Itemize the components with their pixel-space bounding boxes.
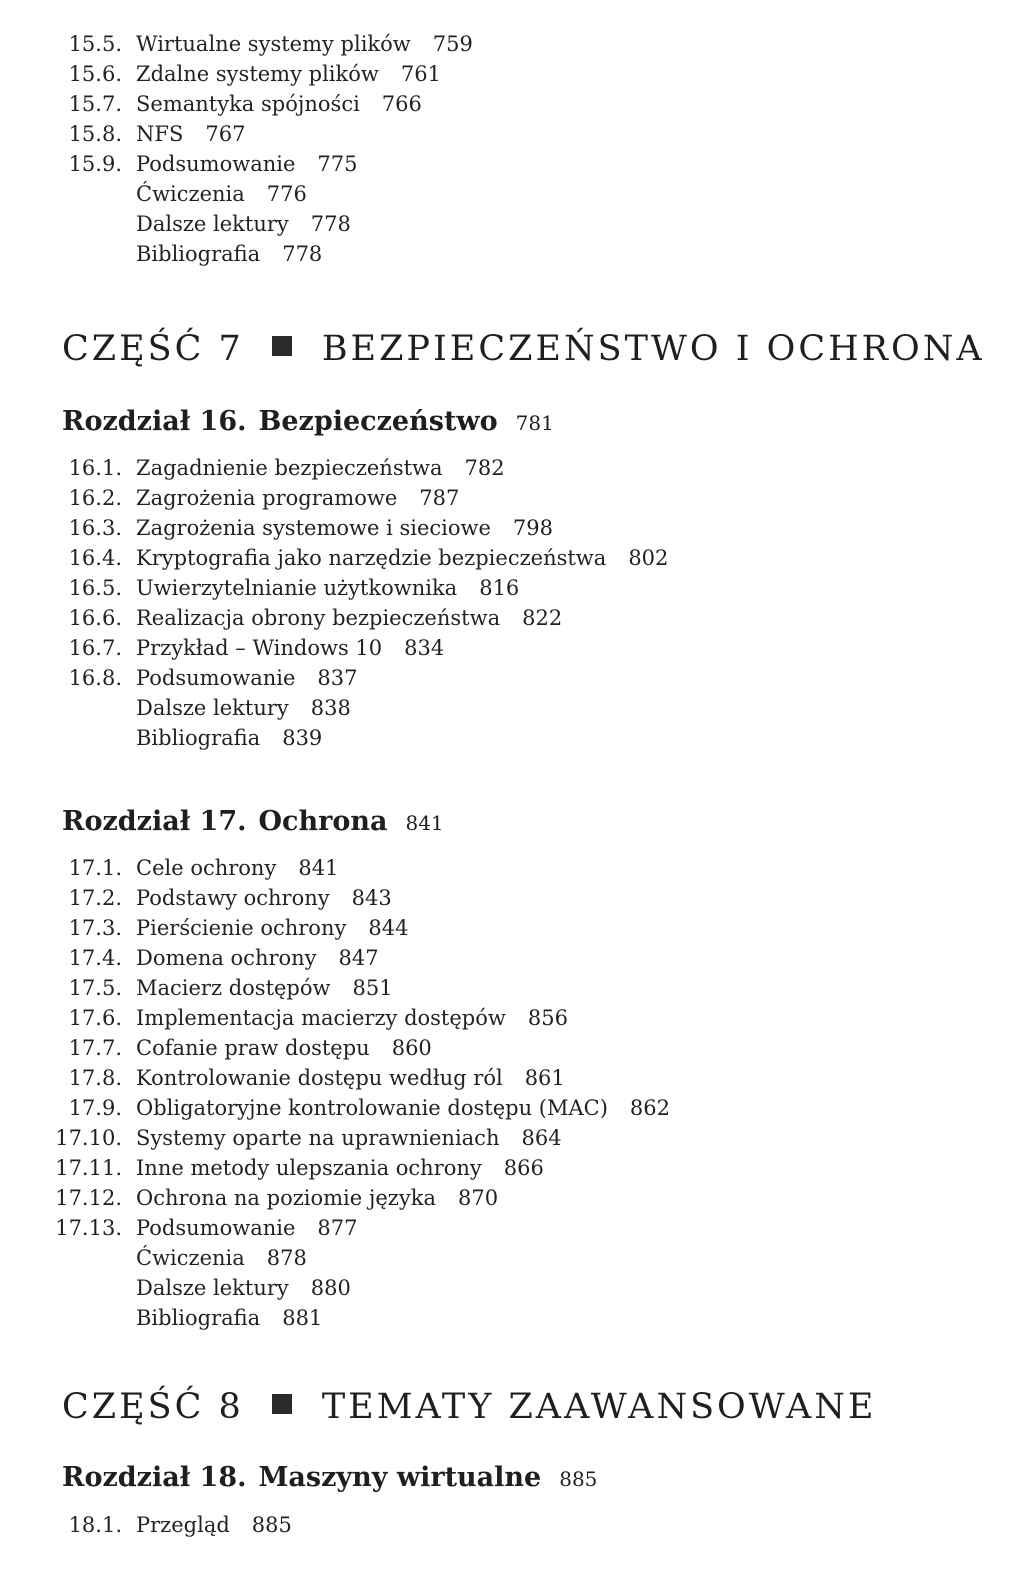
- page-number: 844: [368, 916, 409, 940]
- section-number: 16.4.: [68, 546, 122, 570]
- page-number: 775: [317, 152, 358, 176]
- section-title: Zagadnienie bezpieczeństwa 782: [136, 456, 505, 480]
- section-number: 15.6.: [68, 62, 122, 86]
- section-title: Domena ochrony 847: [136, 946, 379, 970]
- section-number: 18.1.: [68, 1513, 122, 1537]
- part-heading: [62, 326, 985, 372]
- square-bullet-icon: [272, 336, 292, 356]
- section-number: 17.3.: [68, 916, 122, 940]
- chapter-heading[interactable]: [62, 404, 554, 440]
- section-number: 17.10.: [55, 1126, 122, 1150]
- page-number: 767: [205, 122, 246, 146]
- section-title: Zdalne systemy plików 761: [136, 62, 441, 86]
- page-number: 878: [266, 1246, 307, 1270]
- section-title: Kryptografia jako narzędzie bezpieczeństwa 802: [136, 546, 669, 570]
- chapter-label: Rozdział 17.: [62, 806, 247, 837]
- square-bullet-icon: [272, 1394, 292, 1414]
- page-number: 838: [310, 696, 351, 720]
- section-number: 17.11.: [55, 1156, 122, 1180]
- section-title: Implementacja macierzy dostępów 856: [136, 1006, 568, 1030]
- page-number: 816: [479, 576, 520, 600]
- section-title: Ćwiczenia 776: [136, 182, 307, 206]
- section-number: 16.1.: [68, 456, 122, 480]
- section-title: Dalsze lektury 880: [136, 1276, 351, 1300]
- chapter-label: Rozdział 16.: [62, 406, 247, 437]
- section-number: 17.13.: [55, 1216, 122, 1240]
- chapter-heading[interactable]: [62, 804, 444, 840]
- page-number: 761: [400, 62, 441, 86]
- section-title: NFS 767: [136, 122, 246, 146]
- page-number: 759: [432, 32, 473, 56]
- section-title: Uwierzytelnianie użytkownika 816: [136, 576, 520, 600]
- section-number: 15.5.: [68, 32, 122, 56]
- page-number: 834: [404, 636, 445, 660]
- part-label: CZĘŚĆ 8: [62, 1387, 244, 1427]
- part-heading: [62, 1384, 876, 1430]
- section-title: Podsumowanie 877: [136, 1216, 358, 1240]
- part-title: BEZPIECZEŃSTWO I OCHRONA: [321, 329, 985, 369]
- chapter-title: Bezpieczeństwo: [258, 406, 498, 437]
- page-number: 881: [282, 1306, 323, 1330]
- section-title: Przegląd 885: [136, 1513, 292, 1537]
- chapter-title: Ochrona: [258, 806, 388, 837]
- section-number: 16.5.: [68, 576, 122, 600]
- section-title: Semantyka spójności 766: [136, 92, 422, 116]
- section-number: 17.12.: [55, 1186, 122, 1210]
- section-number: 15.7.: [68, 92, 122, 116]
- page-number: 841: [405, 811, 444, 835]
- section-title: Systemy oparte na uprawnieniach 864: [136, 1126, 562, 1150]
- page-number: 782: [464, 456, 505, 480]
- section-title: Obligatoryjne kontrolowanie dostępu (MAC) 862: [136, 1096, 670, 1120]
- section-title: Ćwiczenia 878: [136, 1246, 307, 1270]
- page-number: 880: [310, 1276, 351, 1300]
- section-title: Dalsze lektury 838: [136, 696, 351, 720]
- section-title: Zagrożenia programowe 787: [136, 486, 460, 510]
- section-title: Ochrona na poziomie języka 870: [136, 1186, 499, 1210]
- section-number: 17.1.: [68, 856, 122, 880]
- section-title: Cele ochrony 841: [136, 856, 339, 880]
- section-number: 16.2.: [68, 486, 122, 510]
- section-number: 17.6.: [68, 1006, 122, 1030]
- page-number: 843: [351, 886, 392, 910]
- chapter-label: Rozdział 18.: [62, 1462, 247, 1493]
- section-title: Podsumowanie 775: [136, 152, 358, 176]
- page-number: 776: [266, 182, 307, 206]
- section-number: 16.7.: [68, 636, 122, 660]
- section-title: Macierz dostępów 851: [136, 976, 393, 1000]
- section-number: 17.7.: [68, 1036, 122, 1060]
- page-number: 781: [515, 411, 554, 435]
- page-number: 802: [628, 546, 669, 570]
- page-number: 877: [317, 1216, 358, 1240]
- section-title: Kontrolowanie dostępu według ról 861: [136, 1066, 565, 1090]
- page-number: 847: [338, 946, 379, 970]
- section-title: Realizacja obrony bezpieczeństwa 822: [136, 606, 563, 630]
- section-number: 17.9.: [68, 1096, 122, 1120]
- part-label: CZĘŚĆ 7: [62, 329, 244, 369]
- page-number: 841: [298, 856, 339, 880]
- page-number: 778: [310, 212, 351, 236]
- page-number: 870: [457, 1186, 499, 1210]
- page-number: 866: [503, 1156, 544, 1180]
- section-title: Podsumowanie 837: [136, 666, 358, 690]
- section-number: 17.5.: [68, 976, 122, 1000]
- page-number: 864: [521, 1126, 562, 1150]
- part-title: TEMATY ZAAWANSOWANE: [321, 1387, 877, 1427]
- section-title: Wirtualne systemy plików 759: [136, 32, 473, 56]
- section-title: Dalsze lektury 778: [136, 212, 351, 236]
- section-number: 15.8.: [68, 122, 122, 146]
- section-title: Zagrożenia systemowe i sieciowe 798: [136, 516, 554, 540]
- section-number: 16.3.: [68, 516, 122, 540]
- page-number: 778: [282, 242, 323, 266]
- page-number: 837: [317, 666, 358, 690]
- section-number: 15.9.: [68, 152, 122, 176]
- page-number: 798: [512, 516, 554, 540]
- section-title: Inne metody ulepszania ochrony 866: [136, 1156, 544, 1180]
- page-number: 862: [629, 1096, 670, 1120]
- section-number: 17.4.: [68, 946, 122, 970]
- section-title: Bibliografia 778: [136, 242, 323, 266]
- page-number: 860: [391, 1036, 432, 1060]
- page-number: 787: [419, 486, 460, 510]
- page-number: 822: [522, 606, 563, 630]
- section-number: 16.8.: [68, 666, 122, 690]
- section-title: Cofanie praw dostępu 860: [136, 1036, 432, 1060]
- page-number: 766: [381, 92, 422, 116]
- section-title: Bibliografia 839: [136, 726, 323, 750]
- section-title: Podstawy ochrony 843: [136, 886, 392, 910]
- section-number: 17.2.: [68, 886, 122, 910]
- chapter-title: Maszyny wirtualne: [258, 1462, 542, 1493]
- section-title: Pierścienie ochrony 844: [136, 916, 409, 940]
- chapter-heading[interactable]: [62, 1460, 597, 1496]
- section-number: 17.8.: [68, 1066, 122, 1090]
- section-number: 16.6.: [68, 606, 122, 630]
- page-number: 861: [524, 1066, 565, 1090]
- page-number: 856: [527, 1006, 568, 1030]
- page-number: 885: [251, 1513, 292, 1537]
- page-number: 885: [559, 1467, 598, 1491]
- page-number: 851: [352, 976, 393, 1000]
- section-title: Przykład – Windows 10 834: [136, 636, 445, 660]
- page-number: 839: [282, 726, 323, 750]
- section-title: Bibliografia 881: [136, 1306, 323, 1330]
